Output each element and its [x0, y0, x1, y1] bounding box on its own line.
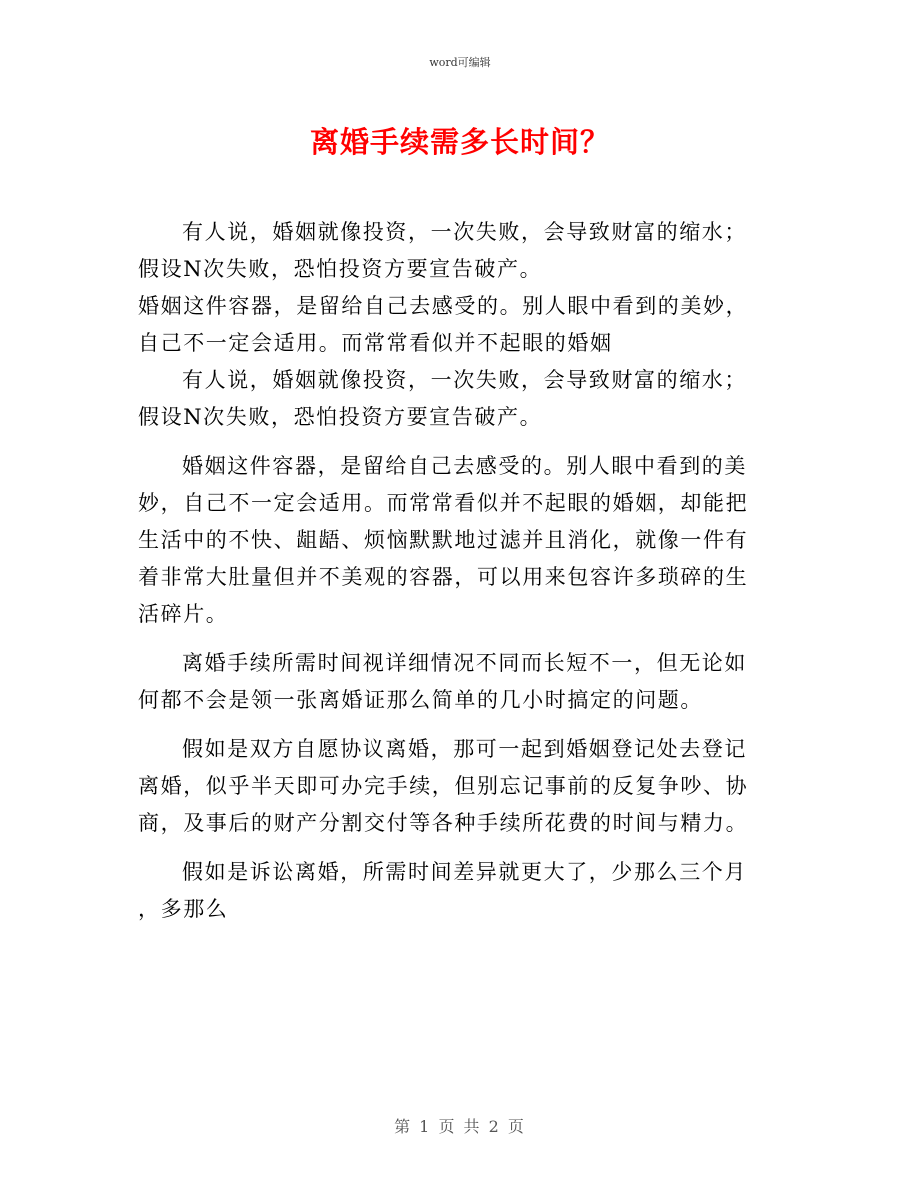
text-line: 生活中的不快、龃龉、烦恼默默地过滤并且消化，就像一件有 [138, 528, 749, 552]
text-line: 假如是诉讼离婚，所需时间差异就更大了，少那么三个月 [182, 860, 747, 884]
text-line: 有人说，婚姻就像投资，一次失败，会导致财富的缩水； [182, 368, 747, 392]
text-line: ，多那么 [138, 897, 229, 921]
text-line: 何都不会是领一张离婚证那么简单的几小时搞定的问题。 [138, 688, 703, 712]
text-line: 假如是双方自愿协议离婚，那可一起到婚姻登记处去登记 [182, 737, 747, 761]
text-line: 妙，自己不一定会适用。而常常看似并不起眼的婚姻，却能把 [138, 491, 749, 515]
page-number-footer: 第 1 页 共 2 页 [394, 1117, 526, 1136]
text-line: 活碎片。 [138, 602, 229, 626]
document-title: 离婚手续需多长时间？ [309, 125, 610, 159]
text-line: 假设N次失败，恐怕投资方要宣告破产。 [138, 257, 543, 281]
text-line: 离婚手续所需时间视详细情况不同而长短不一，但无论如 [182, 651, 747, 675]
text-line: 商，及事后的财产分割交付等各种手续所花费的时间与精力。 [138, 811, 749, 835]
text-line: 假设N次失败，恐怕投资方要宣告破产。 [138, 405, 543, 429]
header-note: word可编辑 [429, 56, 491, 69]
text-line: 自己不一定会适用。而常常看似并不起眼的婚姻 [138, 331, 613, 355]
text-line: 离婚，似乎半天即可办完手续，但别忘记事前的反复争吵、协 [138, 774, 749, 798]
text-line: 婚姻这件容器，是留给自己去感受的。别人眼中看到的美 [182, 454, 747, 478]
text-line: 有人说，婚姻就像投资，一次失败，会导致财富的缩水； [182, 220, 747, 244]
text-line: 婚姻这件容器，是留给自己去感受的。别人眼中看到的美妙， [138, 294, 749, 318]
text-line: 着非常大肚量但并不美观的容器，可以用来包容许多琐碎的生 [138, 565, 749, 589]
document-body [138, 214, 788, 928]
